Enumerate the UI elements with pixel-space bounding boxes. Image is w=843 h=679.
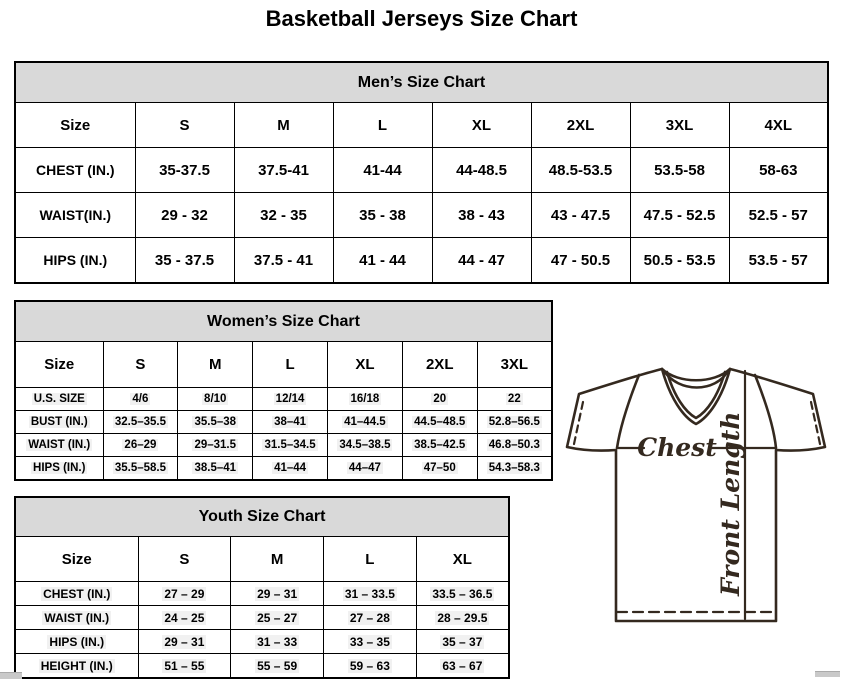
value-cell: 38.5–41	[178, 457, 253, 481]
row-label: WAIST(IN.)	[15, 193, 135, 238]
value-cell: 41–44	[253, 457, 328, 481]
value-cell: 31 – 33	[231, 630, 324, 654]
column-header-xl: XL	[416, 537, 509, 582]
column-header-size: Size	[15, 342, 103, 388]
column-header-s: S	[138, 537, 231, 582]
value-cell: 38.5–42.5	[402, 434, 477, 457]
womens-waist-row	[15, 434, 552, 457]
value-cell: 44–47	[327, 457, 402, 481]
row-label: WAIST (IN.)	[15, 606, 138, 630]
mens-chart-title-row	[15, 62, 828, 103]
value-cell: 59 – 63	[324, 654, 417, 679]
value-cell: 52.5 - 57	[729, 193, 828, 238]
value-cell: 35 - 37.5	[135, 238, 234, 284]
column-header-xl: XL	[327, 342, 402, 388]
row-label: HIPS (IN.)	[15, 238, 135, 284]
value-cell: 27 – 29	[138, 582, 231, 606]
value-cell: 35 – 37	[416, 630, 509, 654]
mens-hips-row	[15, 238, 828, 284]
youth-height-row	[15, 654, 509, 679]
value-cell: 29 – 31	[231, 582, 324, 606]
jersey-measurement-diagram	[558, 360, 840, 632]
column-header-l: L	[333, 103, 432, 148]
value-cell: 22	[477, 388, 552, 411]
youth-chest-row	[15, 582, 509, 606]
scrollbar-fragment-left	[0, 672, 22, 679]
womens-size-chart-table	[14, 300, 553, 481]
youth-chart-title: Youth Size Chart	[15, 497, 509, 537]
value-cell: 35 - 38	[333, 193, 432, 238]
chest-label: Chest	[637, 433, 717, 462]
youth-waist-row	[15, 606, 509, 630]
value-cell: 44.5–48.5	[402, 411, 477, 434]
value-cell: 53.5 - 57	[729, 238, 828, 284]
value-cell: 54.3–58.3	[477, 457, 552, 481]
vneck-inner	[667, 372, 725, 418]
left-armhole-seam	[617, 375, 639, 448]
womens-chart-title-row	[15, 301, 552, 342]
value-cell: 35.5–38	[178, 411, 253, 434]
value-cell: 26–29	[103, 434, 178, 457]
youth-hips-row	[15, 630, 509, 654]
row-label: U.S. SIZE	[15, 388, 103, 411]
mens-chest-row	[15, 148, 828, 193]
womens-bust-row	[15, 411, 552, 434]
column-header-l: L	[253, 342, 328, 388]
column-header-xl: XL	[432, 103, 531, 148]
mens-chart-title: Men’s Size Chart	[15, 62, 828, 103]
column-header-3xl: 3XL	[630, 103, 729, 148]
value-cell: 33.5 – 36.5	[416, 582, 509, 606]
value-cell: 33 – 35	[324, 630, 417, 654]
column-header-s: S	[135, 103, 234, 148]
value-cell: 27 – 28	[324, 606, 417, 630]
womens-chart-title: Women’s Size Chart	[15, 301, 552, 342]
value-cell: 12/14	[253, 388, 328, 411]
right-armhole-seam	[755, 375, 776, 448]
scrollbar-fragment-right	[815, 671, 840, 677]
value-cell: 52.8–56.5	[477, 411, 552, 434]
value-cell: 50.5 - 53.5	[630, 238, 729, 284]
value-cell: 29 - 32	[135, 193, 234, 238]
youth-size-header-row	[15, 537, 509, 582]
value-cell: 51 – 55	[138, 654, 231, 679]
row-label: CHEST (IN.)	[15, 582, 138, 606]
column-header-size: Size	[15, 537, 138, 582]
value-cell: 37.5-41	[234, 148, 333, 193]
value-cell: 63 – 67	[416, 654, 509, 679]
value-cell: 31.5–34.5	[253, 434, 328, 457]
value-cell: 31 – 33.5	[324, 582, 417, 606]
value-cell: 47–50	[402, 457, 477, 481]
mens-size-header-row	[15, 103, 828, 148]
value-cell: 29 – 31	[138, 630, 231, 654]
column-header-m: M	[231, 537, 324, 582]
row-label: BUST (IN.)	[15, 411, 103, 434]
value-cell: 41 - 44	[333, 238, 432, 284]
column-header-2xl: 2XL	[402, 342, 477, 388]
value-cell: 48.5-53.5	[531, 148, 630, 193]
value-cell: 4/6	[103, 388, 178, 411]
value-cell: 46.8–50.3	[477, 434, 552, 457]
value-cell: 38 - 43	[432, 193, 531, 238]
value-cell: 8/10	[178, 388, 253, 411]
jersey-outline	[567, 369, 825, 621]
value-cell: 25 – 27	[231, 606, 324, 630]
column-header-m: M	[234, 103, 333, 148]
row-label: HEIGHT (IN.)	[15, 654, 138, 679]
value-cell: 28 – 29.5	[416, 606, 509, 630]
value-cell: 47 - 50.5	[531, 238, 630, 284]
womens-size-header-row	[15, 342, 552, 388]
value-cell: 32.5–35.5	[103, 411, 178, 434]
value-cell: 37.5 - 41	[234, 238, 333, 284]
value-cell: 35-37.5	[135, 148, 234, 193]
value-cell: 41-44	[333, 148, 432, 193]
value-cell: 20	[402, 388, 477, 411]
value-cell: 41–44.5	[327, 411, 402, 434]
column-header-l: L	[324, 537, 417, 582]
mens-size-chart-table	[14, 61, 829, 284]
column-header-3xl: 3XL	[477, 342, 552, 388]
value-cell: 24 – 25	[138, 606, 231, 630]
womens-hips-row	[15, 457, 552, 481]
womens-ussize-row	[15, 388, 552, 411]
value-cell: 38–41	[253, 411, 328, 434]
value-cell: 47.5 - 52.5	[630, 193, 729, 238]
column-header-s: S	[103, 342, 178, 388]
column-header-2xl: 2XL	[531, 103, 630, 148]
value-cell: 35.5–58.5	[103, 457, 178, 481]
column-header-4xl: 4XL	[729, 103, 828, 148]
mens-waist-row	[15, 193, 828, 238]
value-cell: 34.5–38.5	[327, 434, 402, 457]
value-cell: 53.5-58	[630, 148, 729, 193]
value-cell: 55 – 59	[231, 654, 324, 679]
value-cell: 32 - 35	[234, 193, 333, 238]
column-header-size: Size	[15, 103, 135, 148]
value-cell: 44 - 47	[432, 238, 531, 284]
youth-chart-title-row	[15, 497, 509, 537]
front-length-label: Front Length	[716, 411, 745, 596]
row-label: CHEST (IN.)	[15, 148, 135, 193]
youth-size-chart-table	[14, 496, 510, 679]
page-title: Basketball Jerseys Size Chart	[265, 6, 578, 31]
value-cell: 44-48.5	[432, 148, 531, 193]
row-label: HIPS (IN.)	[15, 457, 103, 481]
value-cell: 16/18	[327, 388, 402, 411]
column-header-m: M	[178, 342, 253, 388]
value-cell: 43 - 47.5	[531, 193, 630, 238]
row-label: HIPS (IN.)	[15, 630, 138, 654]
value-cell: 29–31.5	[178, 434, 253, 457]
row-label: WAIST (IN.)	[15, 434, 103, 457]
value-cell: 58-63	[729, 148, 828, 193]
